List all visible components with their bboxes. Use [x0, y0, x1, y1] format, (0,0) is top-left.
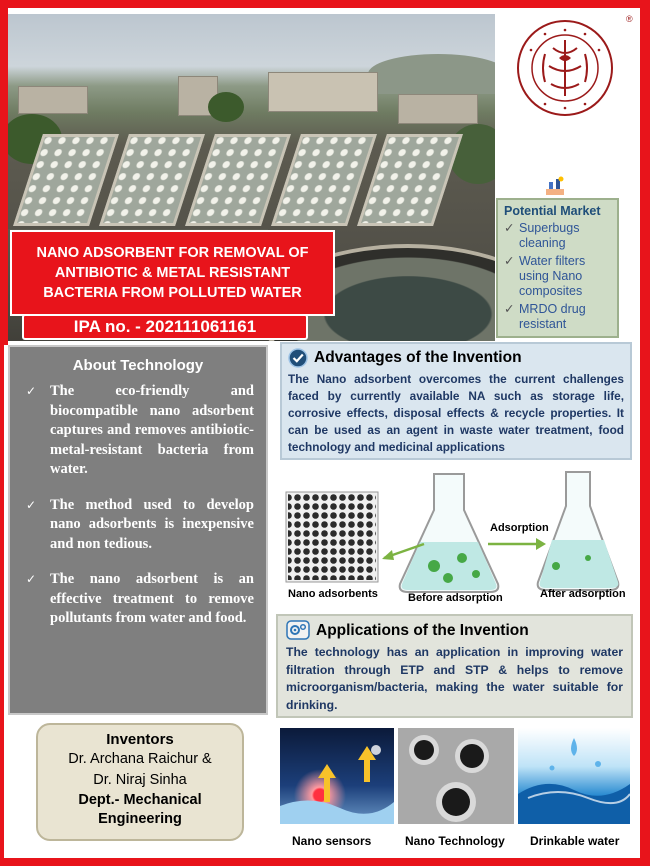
- drinkable-water-photo: [518, 728, 630, 824]
- frame-left-lower: [0, 345, 4, 866]
- nano-sensors-caption: Nano sensors: [292, 834, 372, 848]
- potential-market-list: [504, 221, 611, 332]
- inventors-box: [36, 723, 244, 841]
- frame-top: [0, 0, 650, 8]
- potential-market-box: [496, 198, 619, 338]
- applications-title: Applications of the Invention: [316, 622, 529, 639]
- inventor-department: Engineering: [98, 811, 182, 827]
- drinkable-water-caption: Drinkable water: [530, 834, 620, 848]
- about-technology-title: About Technology: [72, 357, 204, 374]
- nano-adsorbents-caption: Nano adsorbents: [288, 588, 378, 600]
- about-item: ✓ The method used to develop nano adsorbents is inexpensive and non tedious.: [26, 496, 254, 555]
- about-item: ✓ The nano adsorbent is an effective treatment to remove pollutants from water and food.: [26, 570, 254, 629]
- frame-left-upper: [0, 0, 8, 345]
- advantages-text: The Nano adsorbent overcomes the current challenges faced by currently available NA such as storage life, corrosive effects, disposal effects & recycle properties. It can be used as an agent in waste water treatment, food technology and medicinal applications: [288, 372, 624, 454]
- before-adsorption-caption: Before adsorption: [408, 592, 503, 604]
- advantages-title: Advantages of the Invention: [314, 349, 522, 366]
- market-icon: [544, 176, 566, 196]
- frame-bottom: [0, 858, 650, 866]
- inventor-name: Dr. Niraj Sinha: [93, 772, 187, 788]
- about-technology-panel: [8, 345, 268, 715]
- market-item: ✓ MRDO drug resistant: [504, 302, 611, 332]
- nano-sensors-photo: [280, 728, 394, 824]
- gear-screen-icon: [286, 620, 310, 642]
- market-item: ✓ Water filters using Nano composites: [504, 254, 611, 299]
- frame-right: [640, 0, 650, 866]
- applications-text: The technology has an application in improving water filtration through ETP and STP & helps to remove microorganism/bacteria, making the water suitable for drinking.: [286, 645, 623, 712]
- adsorption-arrow-label: Adsorption: [490, 522, 549, 534]
- check-circle-icon: [288, 348, 308, 368]
- after-adsorption-caption: After adsorption: [540, 588, 626, 600]
- about-technology-list: [10, 382, 266, 629]
- ipa-number: IPA no. - 202111061161: [22, 314, 308, 340]
- inventors-title: Inventors: [106, 731, 174, 748]
- advantages-panel: [280, 342, 632, 460]
- adsorption-diagram: [284, 466, 628, 608]
- nano-technology-photo: [398, 728, 514, 824]
- poster-title-text: NANO ADSORBENT FOR REMOVAL OF ANTIBIOTIC & METAL RESISTANT BACTERIA FROM POLLUTED WATER: [36, 245, 309, 301]
- adsorption-illustration: [284, 466, 628, 608]
- inventor-name: Dr. Archana Raichur &: [68, 751, 212, 767]
- poster-title: [10, 230, 335, 316]
- iit-kanpur-logo-icon: [515, 18, 615, 118]
- potential-market-title: Potential Market: [504, 204, 601, 218]
- about-item: ✓ The eco-friendly and biocompatible nano adsorbent captures and removes antibiotic-metal-resistant bacteria from water.: [26, 382, 254, 480]
- market-item: ✓ Superbugs cleaning: [504, 221, 611, 251]
- nano-technology-caption: Nano Technology: [405, 834, 505, 848]
- inventor-department: Dept.- Mechanical: [78, 792, 202, 808]
- applications-panel: [276, 614, 633, 718]
- registered-mark: ®: [626, 14, 633, 24]
